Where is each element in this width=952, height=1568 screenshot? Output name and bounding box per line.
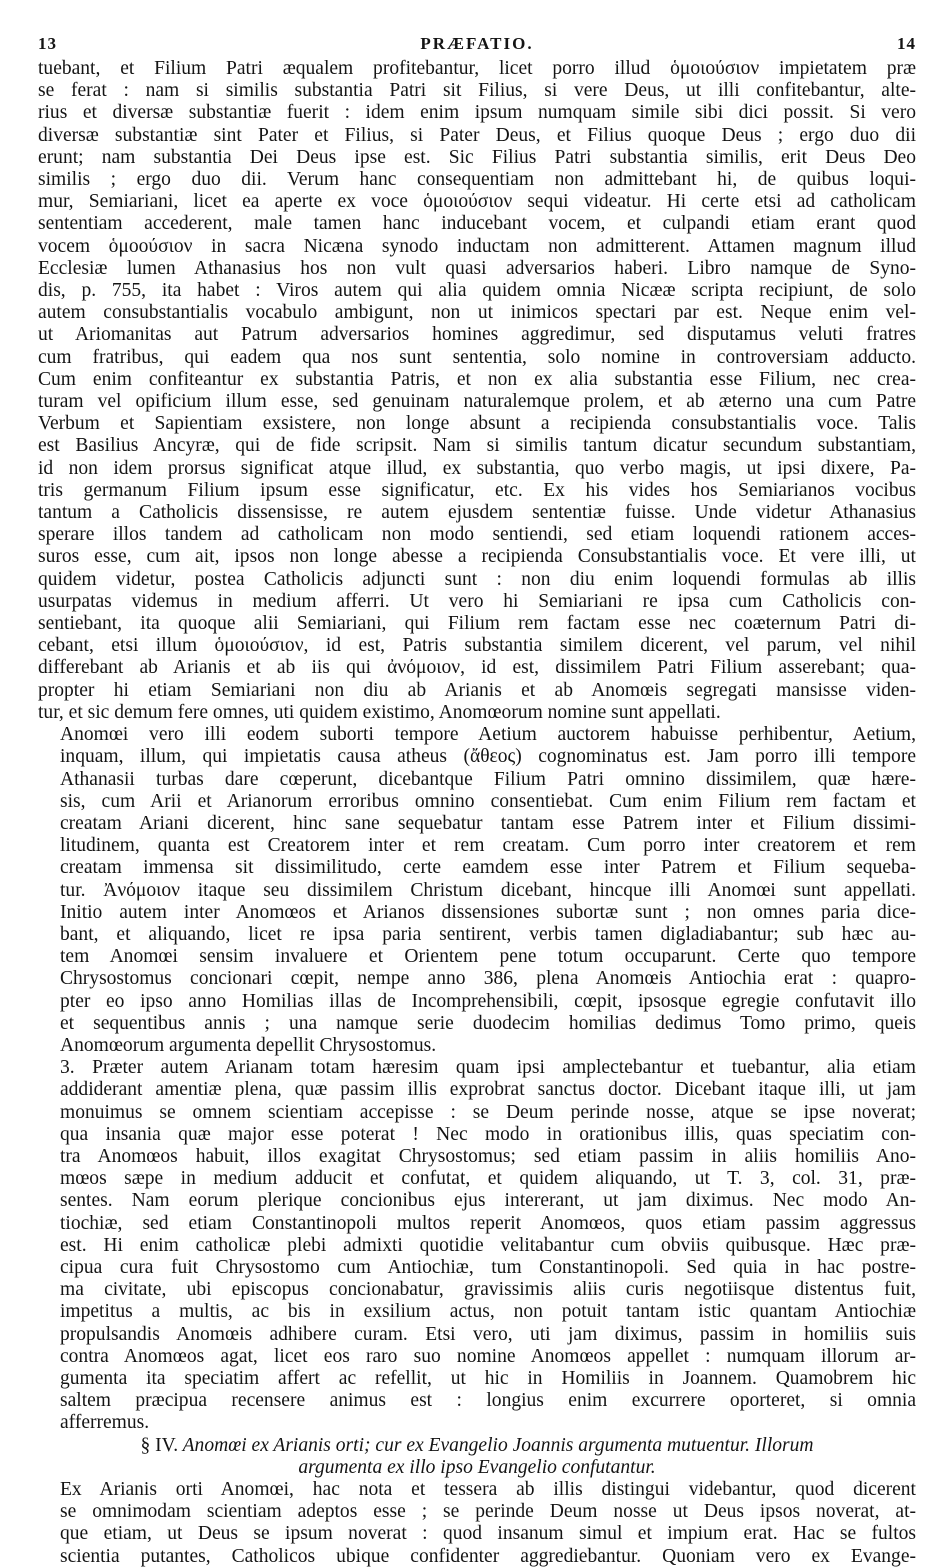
text-line: saltem præcipua recensere animus est : longius enim excurrere oporteret, si omnia: [60, 1390, 916, 1412]
text-line: sentes. Nam eorum plerique concionibus ejus intererant, ut jam diximus. Nec modo An-: [60, 1190, 916, 1212]
text-line: addiderant amentiæ plena, quæ passim illis exprobrat sanctus doctor. Dicebant itaque illi, ut jam: [60, 1079, 916, 1101]
text-line: mœos sæpe in medium adducit et confutat, et quidem aliquando, ut T. 3, col. 31, præ-: [60, 1168, 916, 1190]
text-line: ut Ariomanitas aut Patrum adversarios homines aggredimur, sed disputamus veluti fratres: [38, 324, 916, 346]
text-line: monuimus se omnem scientiam accepisse : se Deum perinde nosse, atque se ipse noverat;: [60, 1101, 916, 1123]
paragraph-1: [38, 58, 916, 724]
text-line: erunt; nam substantia Dei Deus ipse est. Sic Filius Patri substantia similis, erit Deus Deo: [38, 146, 916, 168]
text-line: cebant, etsi illum ὁμοιούσιον, id est, Patris substantia similem dicerent, vel parum, vel nihil: [38, 635, 916, 657]
text-line: qua insania quæ major esse poterat ! Nec modo in orationibus illis, quas speciatim con-: [60, 1123, 916, 1145]
text-line: rius et diversæ substantiæ fuerit : idem enim ipsum numquam simile sibi dici possit. Si vero: [38, 102, 916, 124]
text-line: propter hi etiam Semiariani non diu ab Arianis et ab Anomœis segregati mansisse viden-: [38, 679, 916, 701]
text-line: sententiam accederent, male tamen hanc inducebant vocem, et culpandi etiam erant quod: [38, 213, 916, 235]
paragraph-4: [38, 1479, 916, 1568]
text-line: sperare illos tandem ad catholicam non modo sentiendi, sed etiam loquendi rationem acces-: [38, 524, 916, 546]
text-line: litudinem, quanta est Creatorem inter et rem creatam. Cum porro inter creatorem et rem: [60, 835, 916, 857]
text-line: Ecclesiæ lumen Athanasius hos non vult quasi adversarios haberi. Libro namque de Syno-: [38, 257, 916, 279]
text-line: afferremus.: [60, 1412, 150, 1434]
text-line: mur, Semiariani, licet ea aperte ex voce ὁμοιούσιον sequi videatur. Hi certe etsi ad catholicam: [38, 191, 916, 213]
text-line: Anomœorum argumenta depellit Chrysostomus.: [60, 1034, 437, 1056]
text-line: dis, p. 755, ita habet : Viros autem qui alia quidem omnia Nicææ scripta recipiunt, de solo: [38, 280, 916, 302]
text-line: cipua cura fuit Chrysostomo cum Antiochiæ, tum Constantinopoli. Sed quia in hac postre-: [60, 1256, 916, 1278]
text-line: ma civitate, ubi episcopus concionabatur, gravissimis aliis curis negotiisque distentus fuit,: [60, 1279, 916, 1301]
text-line: sentiebant, ita quoque alii Semiariani, qui Filium rem factam esse nec coæternum Patri di-: [38, 613, 916, 635]
text-line: inquam, illum, qui impietatis causa atheus (ἄθεος) cognominatus est. Jam porro illi tempore: [60, 746, 916, 768]
running-header: [38, 34, 916, 58]
text-line: id non idem prorsus significat atque illud, ex substantia, quo verbo magis, ut ipsi dixere, Pa-: [38, 457, 916, 479]
text-line: scientia putantes, Catholicos ubique confidenter aggrediebantur. Quoniam vero ex Evange-: [60, 1545, 916, 1567]
text-line: Cum enim confiteantur ex substantia Patris, et non ex alia substantia esse Filium, nec crea-: [38, 368, 916, 390]
text-line: creatam immensa sit dissimilitudo, certe eamdem esse inter Patrem et Filium sequeba-: [60, 857, 916, 879]
text-line: Ex Arianis orti Anomœi, hac nota et tessera ab illis distingui videbantur, quod dicerent: [60, 1479, 916, 1500]
text-line: tiochiæ, sed etiam Constantinopoli multos reperit Anomœos, quos etiam passim aggressus: [60, 1212, 916, 1234]
text-line: autem consubstantialis vocabulo ambigunt, non ut inimicos spectari par est. Neque enim vel-: [38, 302, 916, 324]
text-line: tem Anomœi sensim invaluere et Orientem pene totum occuparunt. Certe quo tempore: [60, 946, 916, 968]
text-line: quidem videtur, postea Catholicis adjuncti sunt : non diu enim loquendi formulas ab illis: [38, 568, 916, 590]
text-line: est. Hi enim catholicæ plebi admixti quotidie velitabantur cum obviis quibusque. Hæc præ-: [60, 1234, 916, 1256]
text-line: tris germanum Filium ipsum esse significatur, etc. Ex his vides hos Semiarianos vocibus: [38, 479, 916, 501]
text-line: Anomœi vero illi eodem suborti tempore Aetium auctorem habuisse perhibentur, Aetium,: [60, 724, 916, 746]
text-line: similis ; ergo duo dii. Verum hanc consequentiam non admittebant hi, de quibus loqui-: [38, 169, 916, 191]
text-line: sis, cum Arii et Arianorum erroribus omnino consentiebat. Cum enim Filium rem factam et: [60, 790, 916, 812]
text-line: gumenta ita speciatim affert ac refellit, ut hic in Homiliis in Joannem. Quamobrem hic: [60, 1367, 916, 1389]
text-line: propulsandis Anomœis adhibere curam. Etsi vero, uti jam diximus, passim in homiliis suis: [60, 1323, 916, 1345]
text-line: se ferat : nam si similis substantia Patri sit Filius, si vere Deus, ut illi confitebantur, alte-: [38, 80, 916, 102]
body-text: [38, 58, 916, 1568]
text-line: turam vel opificium illum esse, sed genuinam naturalemque prolem, et ab æterno una cum Patre: [38, 391, 916, 413]
text-line: et sequentibus annis ; una namque serie duodecim homilias dedimus Tomo primo, queis: [60, 1012, 916, 1034]
text-line: usurpatas videmus in medium afferri. Ut vero hi Semiariani re ipsa cum Catholicis con-: [38, 590, 916, 612]
running-title: PRÆFATIO.: [420, 34, 534, 53]
page-number-right: 14: [896, 34, 916, 53]
text-line: suros esse, cum ait, ipsos non longe abesse a recipienda Consubstantialis voce. Et vere illi, ut: [38, 546, 916, 568]
text-line: pter eo ipso anno Homilias illas de Incomprehensibili, cœpit, ipsosque egregie confutavit illo: [60, 990, 916, 1012]
page-number-left: 13: [38, 34, 57, 53]
text-line: que etiam, ut Deus se ipsum noverat : quod insanum simul et impium erat. Hac se fultos: [60, 1523, 916, 1545]
text-line: impetitus a multis, ac bis in exsilium actus, non potuit tantam istic quantam Antiochiæ: [60, 1301, 916, 1323]
section-title-part-1: Anomœi ex Arianis orti; cur ex Evangelio Joannis argumenta mutuentur. Illorum: [182, 1434, 814, 1456]
text-line: se omnimodam scientiam adeptos esse ; se perinde Deum nosse ut Deus ipsos noverat, at-: [60, 1501, 916, 1523]
text-line: cum fratribus, qui eadem qua nos sunt sententia, solo nomine in controversiam adducto.: [38, 346, 916, 368]
section-heading: [38, 1435, 916, 1479]
section-heading-line: [38, 1435, 916, 1457]
text-line: est Basilius Ancyræ, qui de fide scripsit. Nam si similis tantum dicatur secundum substantiam,: [38, 435, 916, 457]
paragraph-2: [38, 724, 916, 1057]
text-line: differebant ab Arianis et ab iis qui ἀνόμοιον, id est, dissimilem Patri Filium asserebant; qua-: [38, 657, 916, 679]
paragraph-3: [38, 1057, 916, 1434]
text-line: contra Anomœos agat, licet eos raro suo nomine Anomœos appellet : numquam illorum ar-: [60, 1345, 916, 1367]
text-line: tur, et sic demum fere omnes, uti quidem existimo, Anomœorum nomine sunt appellati.: [38, 701, 721, 723]
text-line: tra Anomœos habuit, illos exagitat Chrysostomus; sed etiam passim in aliis homiliis Ano-: [60, 1145, 916, 1167]
section-marker: § IV.: [140, 1434, 179, 1456]
section-title-part-2: argumenta ex illo ipso Evangelio confutantur.: [298, 1456, 656, 1478]
text-line: Chrysostomus concionari cœpit, nempe anno 386, plena Anomœis Antiochia erat : quapro-: [60, 968, 916, 990]
text-line: Initio autem inter Anomœos et Arianos dissensiones subortæ sunt ; non omnes paria dice-: [60, 901, 916, 923]
text-line: diversæ substantiæ sint Pater et Filius, si Pater Deus, et Filius quoque Deus ; ergo duo dii: [38, 124, 916, 146]
text-line: tur. Ἀνόμοιον itaque seu dissimilem Christum dicebant, hincque illi Anomœi sunt appellati.: [60, 879, 916, 901]
text-line: tuebant, et Filium Patri æqualem profitebantur, licet porro illud ὁμοιούσιον impietatem præ: [38, 58, 916, 79]
text-line: vocem ὁμοούσιον in sacra Nicæna synodo inductam non admitterent. Attamen magnum illud: [38, 235, 916, 257]
text-line: tantum a Catholicis dissensisse, re autem ejusdem sententiæ fuisse. Unde videtur Athanasius: [38, 502, 916, 524]
text-line: 3. Præter autem Arianam totam hæresim quam ipsi amplectebantur et tuebantur, alia etiam: [60, 1057, 916, 1079]
text-line: Verbum et Sapientiam exsistere, non longe absunt a recipienda consubstantialis voce. Talis: [38, 413, 916, 435]
text-line: bant, et aliquando, licet re ipsa paria sentirent, verbis tamen digladiabantur; sub hæc au-: [60, 923, 916, 945]
text-line: Athanasii turbas dare cœperunt, dicebantque Filium Patri omnino dissimilem, quæ hære-: [60, 768, 916, 790]
text-line: creatam Ariani dicerent, hinc sane sequebatur tantam esse Patrem inter et Filium dissimi-: [60, 812, 916, 834]
